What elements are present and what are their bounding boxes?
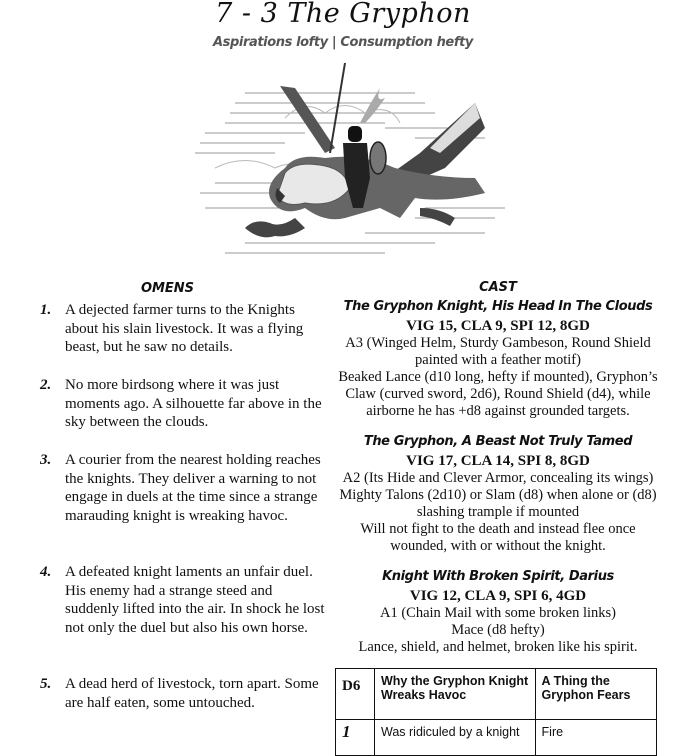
omen-item	[40, 451, 330, 525]
omen-item	[40, 675, 330, 712]
npc-line: A2 (Its Hide and Clever Armor, concealing its wings)	[342, 470, 654, 486]
table-cell-roll: 1	[336, 720, 375, 756]
omen-number: 4.	[40, 564, 52, 580]
omen-text: A dead herd of livestock, torn apart. Some are half eaten, some untouched.	[65, 676, 319, 711]
table-row	[336, 720, 657, 756]
npc-line: wounded, with or without the knight.	[390, 538, 606, 554]
table-cell-fears: Fire	[535, 720, 656, 756]
omen-text: A courier from the nearest holding reaches the knights. They deliver a warning to not engage in duels at the time since a strange marauding knight is wreaking havoc.	[65, 452, 321, 524]
omen-item	[40, 563, 330, 637]
page-subtitle: Aspirations lofty | Consumption hefty	[213, 35, 473, 50]
omen-number: 3.	[40, 452, 52, 468]
npc-line: Beaked Lance (d10 long, hefty if mounted), Gryphon’s	[338, 369, 658, 385]
npc-name: Knight With Broken Spirit, Darius	[382, 569, 614, 584]
npc-line: Lance, shield, and helmet, broken like his spirit.	[358, 639, 638, 655]
cast-heading: CAST	[479, 280, 517, 295]
npc-line: Will not fight to the death and instead flee once	[360, 521, 636, 537]
npc-line: slashing trample if mounted	[416, 504, 580, 520]
table-cell-why: Was ridiculed by a knight	[375, 720, 536, 756]
table-header-fears: A Thing the Gryphon Fears	[535, 669, 656, 720]
npc-line: Mighty Talons (2d10) or Slam (d8) when alone or (d8)	[339, 487, 657, 503]
npc-stats: VIG 17, CLA 14, SPI 8, 8GD	[406, 453, 590, 469]
page-title: 7 - 3 The Gryphon	[215, 0, 471, 29]
npc-name: The Gryphon, A Beast Not Truly Tamed	[363, 434, 633, 449]
omen-item	[40, 301, 330, 357]
table-header-why: Why the Gryphon Knight Wreaks Havoc	[375, 669, 536, 720]
npc-stats: VIG 15, CLA 9, SPI 12, 8GD	[406, 318, 590, 334]
npc-name: The Gryphon Knight, His Head In The Clouds	[343, 299, 653, 314]
omen-item	[40, 376, 330, 432]
omen-number: 1.	[40, 302, 52, 318]
omen-number: 2.	[40, 377, 52, 393]
table-header-d6: D6	[336, 669, 375, 720]
d6-table	[335, 668, 657, 756]
omen-number: 5.	[40, 676, 52, 692]
npc-line: Claw (curved sword, 2d6), Round Shield (d4), while	[345, 386, 651, 402]
npc-line: painted with a feather motif)	[415, 352, 581, 368]
omen-text: A dejected farmer turns to the Knights about his slain livestock. It was a flying beast, but he saw no details.	[65, 302, 304, 356]
npc-stats: VIG 12, CLA 9, SPI 6, 4GD	[409, 588, 587, 604]
gryphon-knight-illustration	[185, 58, 510, 268]
npc-line: Mace (d8 hefty)	[451, 622, 545, 638]
npc-line: airborne he has +d8 against grounded targets.	[366, 403, 630, 419]
table-header-row	[336, 669, 657, 720]
npc-line: A1 (Chain Mail with some broken links)	[379, 605, 616, 621]
omen-text: A defeated knight laments an unfair duel. His enemy had a strange steed and suddenly lifted into the air. In shock he lost not only the duel but also his own horse.	[65, 564, 325, 636]
npc-line: A3 (Winged Helm, Sturdy Gambeson, Round Shield	[345, 335, 651, 351]
omen-text: No more birdsong where it was just moments ago. A silhouette far above in the sky between the clouds.	[65, 377, 322, 431]
omens-heading: OMENS	[140, 281, 195, 296]
